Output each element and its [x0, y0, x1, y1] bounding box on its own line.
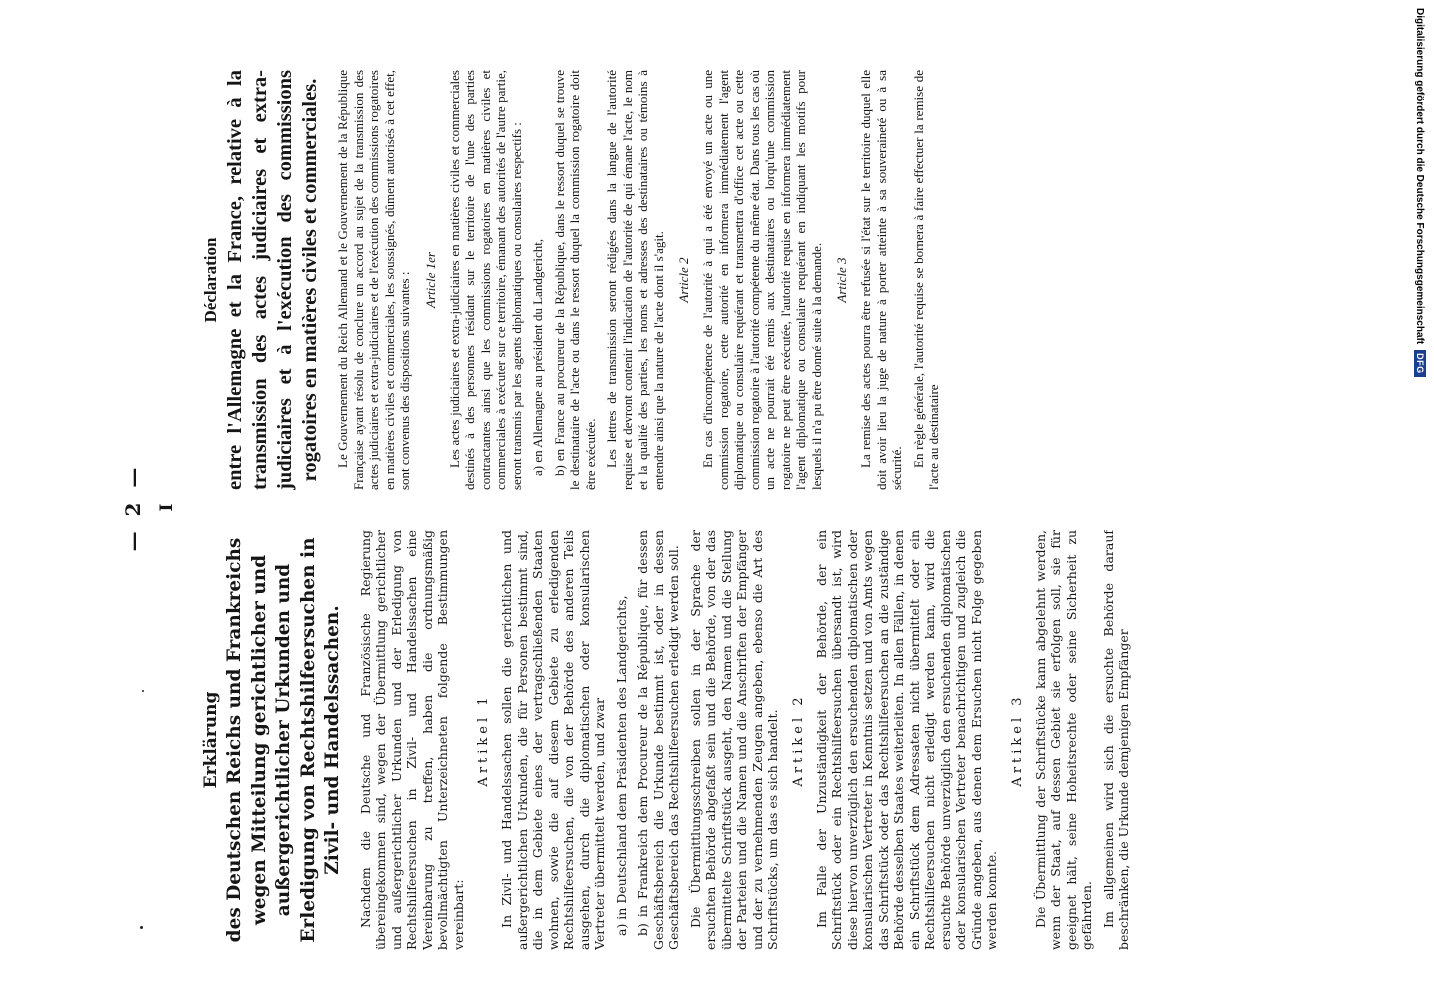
french-title: Déclaration	[201, 237, 220, 323]
french-article-2-heading: Article 2	[676, 257, 691, 303]
german-article-1-item-a: a) in Deutschland dem Präsidenten des Landgerichts,	[613, 595, 629, 936]
german-subtitle: des Deutschen Reichs und Frankreichs wegen Mitteilung gerichtlicher und außergerichtlicher Urkunden und Erledigung von Rechtshilfeersuchen in Zivil- und Handelssachen.	[224, 537, 343, 943]
german-article-3-heading: Artikel 3	[1009, 693, 1025, 787]
german-article-1-paragraph: In Zivil- und Handelssachen sollen die gerichtlichen und außergerichtlichen Urkunden, die für Personen bestimmt sind, die in dem Gebiete eines der vertragschließenden Staaten wohnen, sowie die auf diesem Gebiete zu erledigenden Rechtshilfeersuchen, die von der Behörde des anderen Teils ausgehen, durch die diplomatischen oder konsularischen Vertreter übermittelt werden, und zwar	[499, 530, 607, 950]
german-column	[201, 530, 1269, 950]
french-article-1-item-b: b) en France au procureur de la République, dans le ressort duquel se trouve le destinataire de l'acte ou dans le ressort duquel la commission rogatoire doit être exécutée.	[551, 70, 598, 490]
german-preamble: Nachdem die Deutsche und Französische Regierung übereingekommen sind, wegen der Übermittlung gerichtlicher und außergerichtlicher Urkunden und der Erledigung von Rechtshilfeersuchen in Zivil- und Handelssachen eine Vereinbarung zu treffen, haben die ordnungsmäßig bevollmächtigten Unterzeichneten folgende Bestimmungen vereinbart:	[357, 530, 466, 950]
french-preamble: Le Gouvernement du Reich Allemand et le Gouvernement de la République Française ayant résolu de conclure un accord au sujet de la transmission des actes judiciaires et extra-judiciaires et de l'exécution des commissions rogatoires en matières civiles et commerciales, les soussignés, dûment autorisés à cet effet, sont convenus des dispositions suivantes :	[335, 70, 412, 490]
section-number: I	[157, 503, 177, 512]
page-number: — 2 —	[121, 463, 145, 552]
german-article-3-paragraph: Die Übermittlung der Schriftstücke kann abgelehnt werden, wenn der Staat, auf dessen Gebiet sie erfolgen soll, sie für geeignet hält, seine Hoheitsrechte oder seine Sicherheit zu gefährden.	[1032, 530, 1094, 950]
scan-speck	[140, 926, 143, 929]
funding-note-text: Digitalisierung gefördert durch die Deutsche Forschungsgemeinschaft	[1414, 8, 1426, 345]
german-article-2-paragraph: Im Falle der Unzuständigkeit der Behörde, der ein Schriftstück oder ein Rechtshilfeersuchen übersandt ist, wird diese hiervon unverzüglich den ersuchenden diplomatischen oder konsularischen Vertreter in Kenntnis setzen und von Amts wegen das Schriftstück oder das Rechtshilfeersuchen an die zuständige Behörde desselben Staates weiterleiten. In allen Fällen, in denen ein Schriftstück dem Adressaten nicht übermittelt oder ein Rechtshilfeersuchen nicht erledigt werden kann, wird die ersuchte Behörde unverzüglich den ersuchenden diplomatischen oder konsularischen Vertreter benachrichtigen und zugleich die Gründe angeben, aus denen dem Ersuchen nicht Folge gegeben werden konnte.	[813, 530, 999, 950]
german-article-3-paragraph-2: Im allgemeinen wird sich die ersuchte Behörde darauf beschränken, die Urkunde demjenigen Empfänger	[1100, 530, 1131, 950]
page-header	[117, 65, 197, 950]
french-article-3-heading: Article 3	[834, 257, 849, 303]
french-article-1-heading: Article 1er	[422, 252, 438, 308]
dfg-logo-icon: DFG	[1414, 350, 1426, 377]
scan-speck	[142, 690, 144, 692]
german-title: Erklärung	[201, 691, 221, 789]
french-subtitle: entre l'Allemagne et la France, relative à la transmission des actes judiciaires et extra-judiciaires et à l'exécution des commissions rogatoires en matières civiles et commerciales.	[224, 70, 321, 490]
french-article-1-item-a: a) en Allemagne au président du Landgericht,	[530, 238, 545, 476]
french-article-3-paragraph-2: En règle générale, l'autorité requise se bornera à faire effectuer la remise de l'acte au destinataire	[910, 70, 941, 490]
german-article-2-heading: Artikel 2	[790, 693, 806, 787]
funding-note	[1408, 8, 1432, 992]
french-article-2-paragraph: En cas d'incompétence de l'autorité à qui a été envoyé un acte ou une commission rogatoire, cette autorité en informera immédiatement l'agent diplomatique ou consulaire requérant et transmettra d'office cet acte ou cette commission rogatoire à l'autorité compétente du même état. Dans tous les cas où un acte ne pourrait été remis aux destinataires ou lorqu'une commission rogatoire ne peut être exécutée, l'autorité requise en informera immédiatement l'agent diplomatique ou consulaire requérant en indiquant les motifs pour lesquels il n'a pu être donné suite à la demande.	[700, 70, 824, 490]
german-article-1-item-b: b) in Frankreich dem Procureur de la République, für dessen Geschäftsbereich die Urkunde bestimmt ist, oder in dessen Geschäftsbereich das Rechtshilfeersuchen erledigt werden soll.	[635, 530, 681, 950]
document-page	[117, 65, 1277, 950]
german-article-1-paragraph-2: Die Übermittlungsschreiben sollen in der Sprache der ersuchten Behörde abgefaßt sein und die Behörde, von der das übermittelte Schriftstück ausgeht, den Namen und die Stellung der Parteien und die Namen und die Anschriften der Empfänger und der zu vernehmenden Zeugen angeben, ebenso die Art des Schriftstücks, um das es sich handelt.	[687, 530, 780, 950]
french-article-1-paragraph-2: Les lettres de transmission seront rédigées dans la langue de l'autorité requise et devront contenir l'indication de l'autorité de qui émane l'acte, le nom et la qualité des parties, les noms et adresses des destinataires ou témoins à entendre ainsi que la nature de l'acte dont il s'agit.	[604, 70, 666, 490]
french-column	[201, 70, 1269, 490]
german-article-1-heading: Artikel 1	[476, 693, 491, 787]
french-article-3-paragraph: La remise des actes pourra être refusée si l'état sur le territoire duquel elle doit avoir lieu la juge de nature à porter atteinte à sa souveraineté ou à sa sécurité.	[858, 70, 904, 490]
french-article-1-paragraph: Les actes judiciaires et extra-judiciaires en matières civiles et commerciales destinés à des personnes résidant sur le territoire de l'une des parties contractantes ainsi que les commissions rogatoires en matières civiles et commerciales à exécuter sur ce territoire, émanant des autorités de l'autre partie, seront transmis par les agents diplomatiques ou consulaires respectifs :	[446, 70, 524, 490]
